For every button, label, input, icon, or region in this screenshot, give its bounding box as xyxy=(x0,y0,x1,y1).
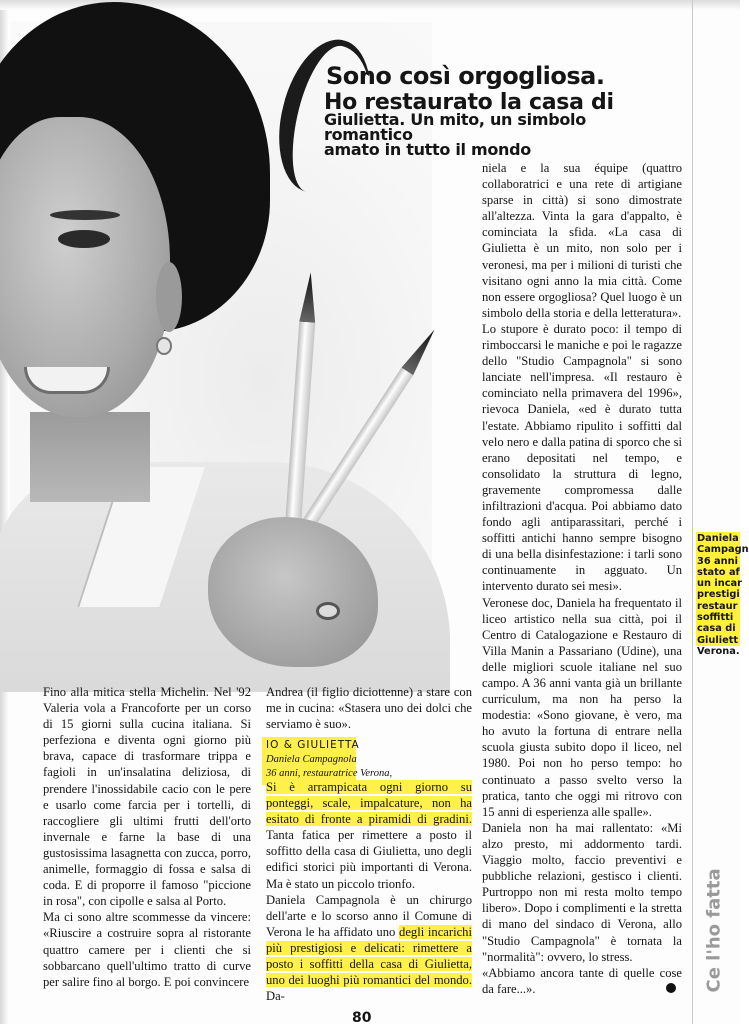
photo-neck xyxy=(30,412,150,502)
article-paragraph: niela e la sua équipe (quattro collaboratrici e una rete di artigiane sparse in città) si sono dimostrate all'altezza. Vinta la gara d'appalto, è cominciata la sfida. «La casa di Giulietta è un mito, non solo per i veronesi, ma per i milioni di turisti che visitano ogni anno la mia città. Come non essere orgogliosa? Quel luogo è un simbolo della storia e della letteratura». xyxy=(482,161,682,320)
article-column-middle-top xyxy=(266,684,472,732)
article-text: Daniela Campagnola è un chirurgo dell'arte e lo scorso anno il Comune di Verona le ha affidato uno xyxy=(266,892,472,939)
article-paragraph: Ma ci sono altre scommesse da vincere: «Riuscire a costruire sopra al ristorante quattro camere per i clienti che si sobbarcano quell'ultimo tratto di curve per salire fino al borgo. E poi convincere xyxy=(43,910,251,989)
article-paragraph: «Abbiamo ancora tante di quelle cose da fare...». xyxy=(482,965,682,996)
box-name: Daniela Campagnola xyxy=(266,754,357,765)
article-column-left xyxy=(43,684,251,990)
article-paragraph: Daniela non ha mai rallentato: «Mi alzo presto, mi addormento tardi. Viaggio molto, faccio preventivi e pubbliche relazioni, gestisco i clienti. Purtroppo non mi resta molto tempo libero». Dopo i complimenti e la stretta di mano del sindaco di Verona, allo "Studio Campagnola" è tornata la "normalità": ovvero, lo stress. xyxy=(482,820,682,964)
article-paragraph xyxy=(266,779,472,892)
article-paragraph xyxy=(266,892,472,1005)
photo-smile xyxy=(24,367,110,394)
photo-eye xyxy=(58,230,110,248)
photo-ear xyxy=(156,262,182,332)
box-title: IO & GIULIETTA xyxy=(266,739,360,751)
sidebar-caption: Daniela Campagn 36 anni stato af un incar prestigi restaur soffitti casa di Giuliett Verona. xyxy=(697,533,749,657)
page-number: 80 xyxy=(352,1010,372,1026)
page-divider xyxy=(692,0,693,1024)
article-paragraph: Fino alla mitica stella Michelin. Nel '92 Valeria vola a Francoforte per un corso di 15 giorni sulla cucina italiana. Si perfeziona e diventa ogni giorno più brava, capace di trasformare trippa e fagioli in un'insalatina deliziosa, di prendere l'inossidabile cacio con le pere e usarlo come farcia per i tortelli, di raccogliere gli ultimi frutti dell'orto invernale e farne la base di una gustosissima lasagnetta con zucca, porro, animelle, formaggio di fossa e salsa di coda. E di proporre il famoso "piccione in rosa", con cipolle e salsa al Porto. xyxy=(43,685,251,909)
headline-sub-line-2: amato in tutto il mondo xyxy=(324,140,531,159)
headline-sub xyxy=(324,90,674,159)
article-text: Tanta fatica per rimettere a posto il soffitto della casa di Giulietta, uno degli edifici storici più importanti di Verona. Ma è stato un piccolo trionfo. xyxy=(266,828,472,891)
highlighted-text: Si è arrampicata ogni giorno su ponteggi, scale, impalcature, non ha esitato di fronte a piramidi di gradini. xyxy=(266,780,472,827)
article-text: Da- xyxy=(266,989,285,1004)
article-column-right xyxy=(482,160,682,997)
headline-sub-line-1: Giulietta. Un mito, un simbolo romantico xyxy=(324,110,586,144)
section-label xyxy=(692,868,732,993)
article-paragraph: Andrea (il figlio diciottenne) a stare con me in cucina: «Stasera uno dei dolci che serviamo è suo». xyxy=(266,685,472,732)
photo-eyebrow xyxy=(50,210,120,220)
photo-ring xyxy=(316,602,340,620)
headline-main: Sono così orgogliosa. xyxy=(326,62,605,90)
highlighted-text: degli incarichi più prestigiosi e delicati: rimettere a posto i soffitti della casa di Giulietta, uno dei luoghi più romantici del mondo. xyxy=(266,924,472,988)
article-paragraph: Lo stupore è durato poco: il tempo di rimboccarsi le maniche e poi le ragazze dello "Studio Campagnola" si sono lanciate nell'impresa. «Il restauro è cominciato nella primavera del 1996», rievoca Daniela, «ed è durato tutta l'estate. Abbiamo ripulito i soffitti dal velo nero e dalla patina di sporco che si erano depositati nel tempo, e consolidato la struttura di legno, gravemente compromessa dalle infiltrazioni d'acqua. Poi abbiamo dato fondo agli antiparassitari, perché i soffitti antichi hanno sempre bisogno di una bella disinfestazione: i tarli sono continuamente in agguato. Un intervento durato sei mesi». xyxy=(482,321,682,594)
box-role: 36 anni, restauratrice Verona, xyxy=(266,768,393,779)
headline-sub-first: Ho restaurato la casa di xyxy=(324,90,614,115)
article-end-icon xyxy=(666,983,676,993)
photo-earring xyxy=(156,337,172,355)
section-label-text: Ce l'ho fatta xyxy=(703,868,725,993)
article-paragraph: Veronese doc, Daniela ha frequentato il liceo artistico nella sua città, poi il Centro di Catalogazione e Restauro di Villa Manin a Passariano (Udine), una delle migliori scuole italiane nel suo campo. A 36 anni vanta già un brillante curriculum, ma non ha perso la modestia: «Sono giovane, è vero, ma ho avuto la fortuna di entrare nella scuola giusta subito dopo il liceo, nel 1980. Poi non ho perso tempo: ho continuato a passo svelto verso la pratica, tanto che oggi mi ritrovo con 15 anni di esperienza alle spalle». xyxy=(482,595,682,819)
article-column-middle xyxy=(266,779,472,1004)
